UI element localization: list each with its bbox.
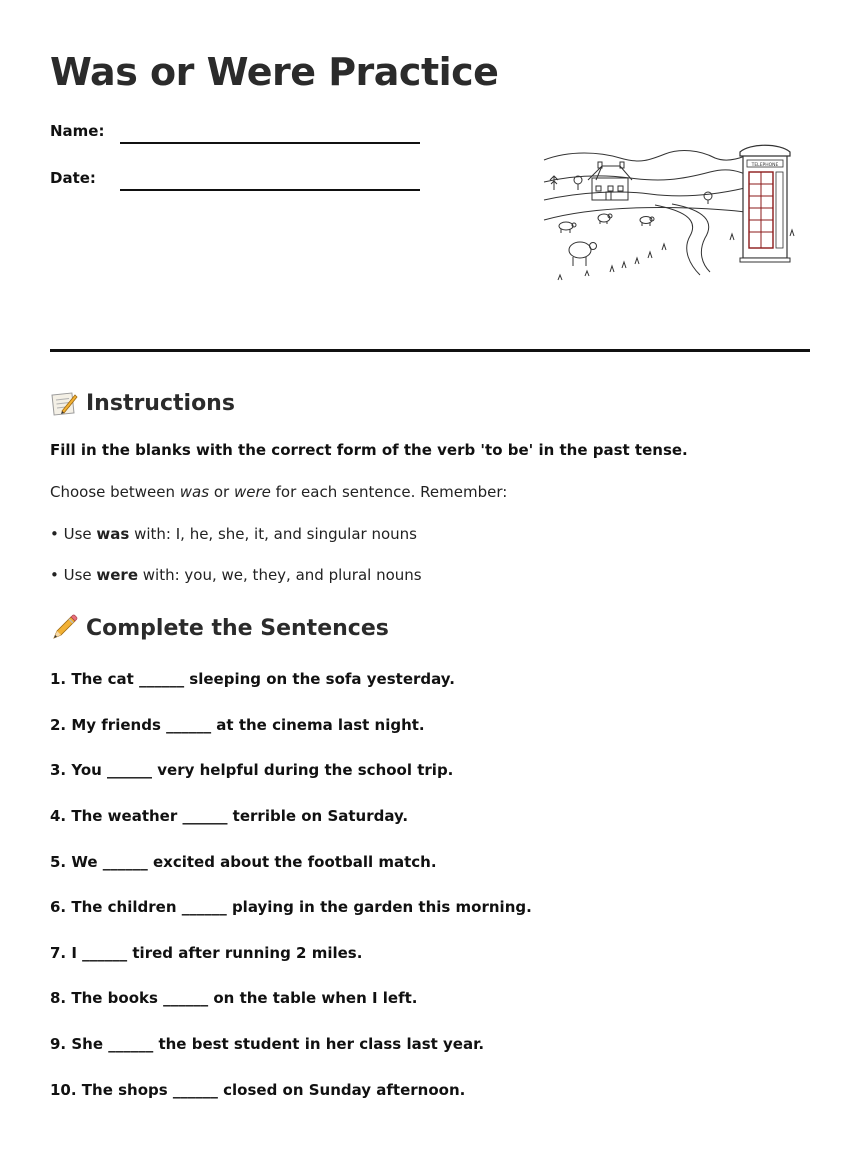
- instructions-title: Instructions: [86, 390, 235, 416]
- rule-was-word: was: [96, 525, 130, 543]
- choose-or: or: [209, 483, 234, 501]
- instructions-lead: Fill in the blanks with the correct form of the verb 'to be' in the past tense.: [50, 441, 688, 459]
- sentence-3: 3. You ______ very helpful during the school trip.: [50, 761, 454, 779]
- sentence-7: 7. I ______ tired after running 2 miles.: [50, 944, 363, 962]
- name-label: Name:: [50, 122, 105, 140]
- instructions-choose: [50, 483, 507, 501]
- sentence-2: 2. My friends ______ at the cinema last night.: [50, 716, 425, 734]
- exercise-heading: [50, 614, 389, 642]
- exercise-title: Complete the Sentences: [86, 615, 389, 641]
- sentence-4: 4. The weather ______ terrible on Saturday.: [50, 807, 409, 825]
- name-blank-line[interactable]: [120, 142, 420, 144]
- phone-box-icon: [740, 145, 790, 262]
- sentence-9: 9. She ______ the best student in her class last year.: [50, 1035, 485, 1053]
- phone-box-sign: TELEPHONE: [751, 163, 779, 168]
- name-field[interactable]: [50, 122, 430, 152]
- sentence-10: 10. The shops ______ closed on Sunday afternoon.: [50, 1081, 466, 1099]
- sentence-1: 1. The cat ______ sleeping on the sofa yesterday.: [50, 670, 455, 688]
- rule-was: [50, 525, 417, 543]
- section-divider: [50, 349, 810, 352]
- sentence-6: 6. The children ______ playing in the garden this morning.: [50, 898, 532, 916]
- choose-suffix: for each sentence. Remember:: [270, 483, 508, 501]
- sentence-8: 8. The books ______ on the table when I left.: [50, 989, 418, 1007]
- memo-icon: [50, 389, 78, 417]
- rule-was-prefix: • Use: [50, 525, 97, 543]
- date-label: Date:: [50, 169, 96, 187]
- page-title: Was or Were Practice: [50, 50, 499, 94]
- date-field[interactable]: [50, 169, 430, 199]
- choose-were: were: [233, 483, 271, 501]
- pencil-icon: [50, 614, 78, 642]
- date-blank-line[interactable]: [120, 189, 420, 191]
- rule-were-word: were: [96, 566, 139, 584]
- sentence-5: 5. We ______ excited about the football match.: [50, 853, 437, 871]
- rule-were-prefix: • Use: [50, 566, 97, 584]
- rule-were-suffix: with: you, we, they, and plural nouns: [138, 566, 422, 584]
- choose-was: was: [179, 483, 210, 501]
- rule-was-suffix: with: I, he, she, it, and singular nouns: [129, 525, 417, 543]
- instructions-heading: [50, 389, 235, 417]
- rule-were: [50, 566, 422, 584]
- countryside-phone-box-illustration: [540, 140, 802, 290]
- choose-prefix: Choose between: [50, 483, 180, 501]
